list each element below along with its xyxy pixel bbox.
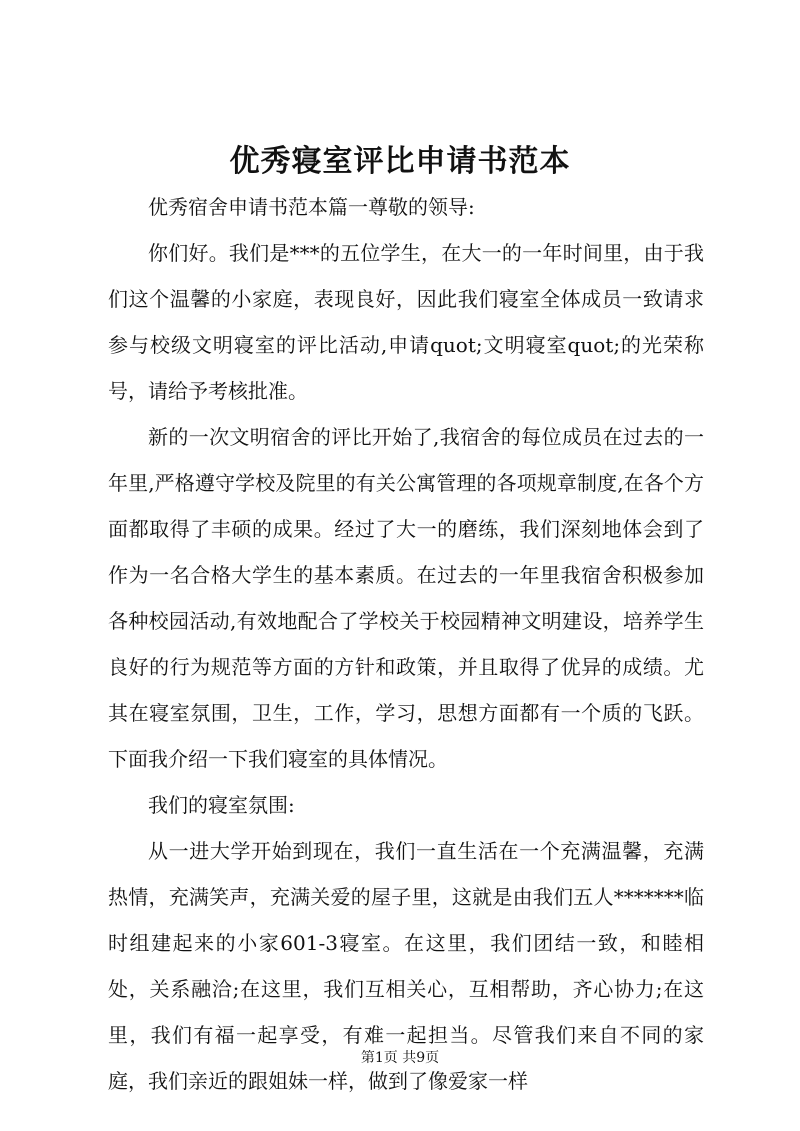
- paragraph-section-heading: 我们的寝室氛围:: [148, 793, 295, 817]
- page-footer: 第1页 共9页: [360, 1050, 440, 1066]
- document-body: [108, 184, 704, 1104]
- paragraph-atmosphere: 从一进大学开始到现在，我们一直生活在一个充满温馨，充满热情，充满笑声，充满关爱的屋子里，这就是由我们五人*******临时组建起来的小家601-3寝室。在这里，我们团结一致，和睦相处，关系融洽;在这里，我们互相关心，互相帮助，齐心协力;在这里，我们有福一起享受，有难一起担当。尽管我们来自不同的家庭，我们亲近的跟姐妹一样，做到了像爱家一样: [108, 839, 704, 1093]
- paragraph-request: 你们好。我们是***的五位学生，在大一的一年时间里，由于我们这个温馨的小家庭，表现良好，因此我们寝室全体成员一致请求参与校级文明寝室的评比活动,申请quot;文明寝室quot;的光荣称号，请给予考核批准。: [108, 241, 704, 403]
- document-title: 优秀寝室评比申请书范本: [229, 144, 571, 179]
- paragraph-achievements: 新的一次文明宿舍的评比开始了,我宿舍的每位成员在过去的一年里,严格遵守学校及院里的有关公寓管理的各项规章制度,在各个方面都取得了丰硕的成果。经过了大一的磨练，我们深刻地体会到了作为一名合格大学生的基本素质。在过去的一年里我宿舍积极参加各种校园活动,有效地配合了学校关于校园精神文明建设，培养学生良好的行为规范等方面的方针和政策，并且取得了优异的成绩。尤其在寝室氛围，卫生，工作，学习，思想方面都有一个质的飞跃。下面我介绍一下我们寝室的具体情况。: [108, 425, 704, 771]
- paragraph-greeting: 优秀宿舍申请书范本篇一尊敬的领导:: [148, 195, 475, 219]
